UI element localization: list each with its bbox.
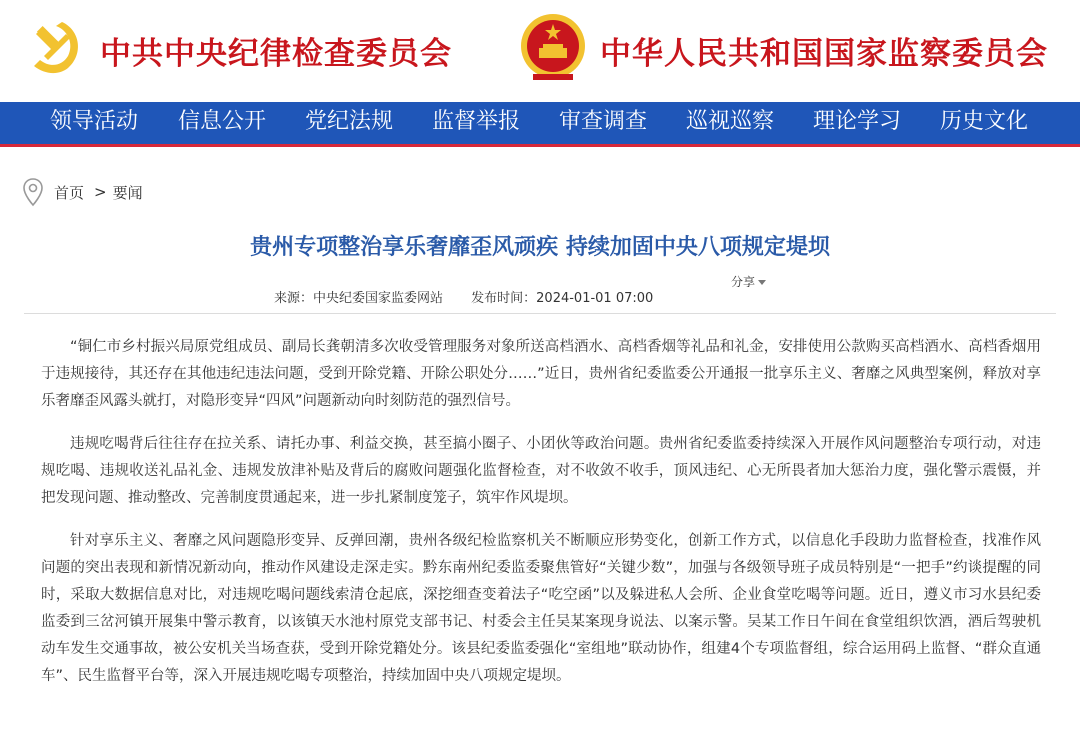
breadcrumb xyxy=(22,176,143,208)
nav-item-leadership[interactable]: 领导活动 xyxy=(50,109,139,134)
site-title-nsc[interactable]: 中华人民共和国国家监察委员会 xyxy=(600,36,1048,72)
party-emblem-icon[interactable] xyxy=(22,14,88,80)
nav-item-theory[interactable]: 理论学习 xyxy=(813,109,902,134)
nav-item-history[interactable]: 历史文化 xyxy=(940,109,1029,134)
article-paragraph: 违规吃喝背后往往存在拉关系、请托办事、利益交换，甚至搞小圈子、小团伙等政治问题。贵州省纪委监委持续深入开展作风问题整治专项行动，对违规吃喝、违规收送礼品礼金、违规发放津补贴及背后的腐败问题强化监督检查，对不收敛不收手，顶风违纪、心无所畏者加大惩治力度，强化警示震慑，并把发现问题、推动整改、完善制度贯通起来，进一步扎紧制度笼子，筑牢作风堤坝。 xyxy=(41,436,1041,506)
article-paragraph: 针对享乐主义、奢靡之风问题隐形变异、反弹回潮，贵州各级纪检监察机关不断顺应形势变化，创新工作方式，以信息化手段助力监督检查，找准作风问题的突出表现和新情况新动向，推动作风建设走深走实。黔东南州纪委监委聚焦管好“关键少数”，加强与各级领导班子成员特别是“一把手”约谈提醒的同时，采取大数据信息对比，对违规吃喝问题线索清仓起底，深挖细查变着法子“吃空函”以及躲进私人会所、企业食堂吃喝等问题。近日，遵义市习水县纪委监委到三岔河镇开展集中警示教育，以该镇天水池村原党支部书记、村委会主任吴某案现身说法、以案示警。吴某工作日午间在食堂组织饮酒，酒后驾驶机动车发生交通事故，被公安机关当场查获，受到开除党籍处分。该县纪委监委强化“室组地”联动协作，组建4个专项监督组，综合运用码上监督、“群众直通车”、民生监督平台等，深入开展违规吃喝专项整治，持续加固中央八项规定堤坝。 xyxy=(41,533,1041,684)
nav-item-disclosure[interactable]: 信息公开 xyxy=(178,109,267,134)
article-title: 贵州专项整治享乐奢靡歪风顽疾 持续加固中央八项规定堤坝 xyxy=(250,235,830,260)
location-pin-icon xyxy=(22,177,44,207)
share-label: 分享 xyxy=(731,275,756,289)
breadcrumb-separator: > xyxy=(94,183,107,201)
article-body xyxy=(41,334,1041,706)
article-paragraph: “铜仁市乡村振兴局原党组成员、副局长龚朝清多次收受管理服务对象所送高档酒水、高档香烟等礼品和礼金，安排使用公款购买高档酒水、高档香烟用于违规接待，其还存在其他违纪违法问题，受到开除党籍、开除公职处分……”近日，贵州省纪委监委公开通报一批享乐主义、奢靡之风典型案例，释放对享乐奢靡歪风露头就打，对隐形变异“四风”问题新动向时刻防范的强烈信号。 xyxy=(41,339,1041,409)
caret-down-icon xyxy=(758,280,766,285)
nav-item-regulations[interactable]: 党纪法规 xyxy=(305,109,394,134)
article-source: 来源：中央纪委国家监委网站 xyxy=(274,291,444,306)
national-emblem-icon[interactable] xyxy=(519,12,587,84)
nav-item-investigation[interactable]: 审查调查 xyxy=(559,109,648,134)
breadcrumb-current[interactable]: 要闻 xyxy=(112,183,143,202)
nav-item-report[interactable]: 监督举报 xyxy=(432,109,521,134)
article-time: 发布时间：2024-01-01 07:00 xyxy=(471,291,654,306)
breadcrumb-home[interactable]: 首页 xyxy=(54,183,85,202)
divider xyxy=(24,313,1056,314)
main-nav xyxy=(0,102,1080,147)
site-title-ccdi[interactable]: 中共中央纪律检查委员会 xyxy=(100,36,452,72)
nav-item-inspection[interactable]: 巡视巡察 xyxy=(686,109,775,134)
article-meta xyxy=(274,287,677,306)
site-header xyxy=(0,0,1080,102)
share-button[interactable] xyxy=(731,273,766,290)
